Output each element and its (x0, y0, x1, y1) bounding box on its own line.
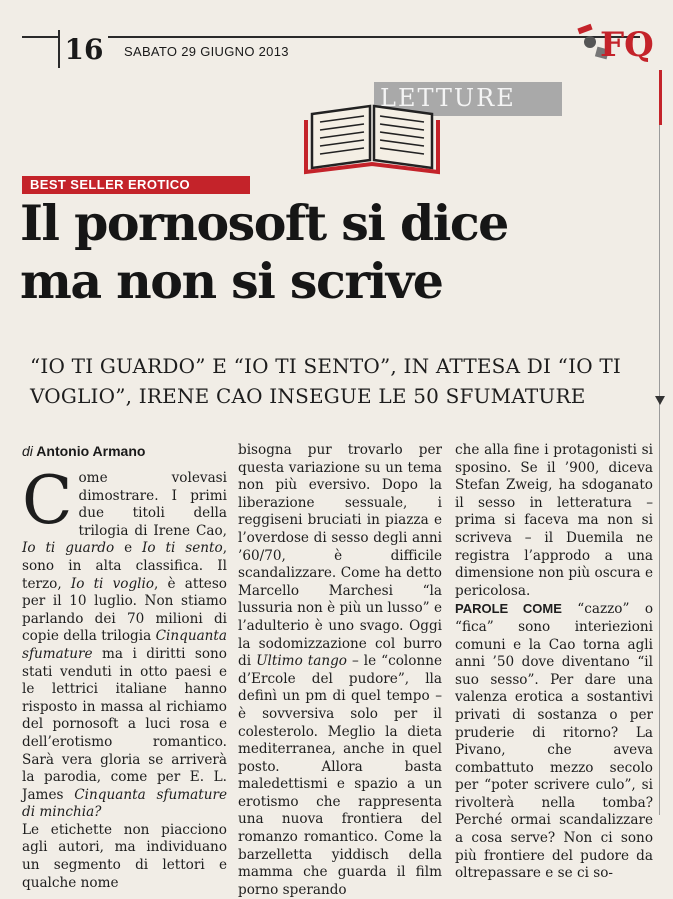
byline-author: Antonio Armano (36, 443, 146, 459)
article-column-2 (238, 442, 442, 899)
paragraph: che alla fine i protagonisti si sposino. Se il ’900, diceva Stefan Zweig, ha sdoganato il sesso in letteratura – prima si faceva ma non si scriveva – il Duemila ne registra l’approdo a una dimensione non più oscura e pericolosa. (455, 442, 654, 599)
subhead-line-1: “IO TI GUARDO” E “IO TI SENTO”, IN ATTESA DI “IO TI (30, 354, 621, 378)
film-title: Ultimo tango (256, 653, 347, 670)
headline (20, 194, 660, 310)
headline-line-2: ma non si scrive (20, 252, 443, 310)
article-column-1 (22, 462, 228, 892)
book-title: Cinquanta sfumature (22, 628, 227, 662)
text-run: , è atteso per il 10 luglio. Non stiamo parlando dei 70 milioni di copie della trilogia (22, 575, 227, 645)
byline-prefix: di (22, 443, 33, 459)
open-book-icon (292, 96, 452, 176)
paragraph (22, 462, 228, 822)
header-rule (22, 36, 640, 38)
text-run: bisogna pur trovarlo per questa variazione su un tema non più eversivo. Dopo la liberazione sessuale, i reggiseni bruciati in piazza e l’overdose di sesso degli anni ’60/70, è difficile scandalizzare. Come ha detto Marcello Marchesi “la lussuria non è più un lusso” e l’adulterio è uno svago. Oggi la sodomizzazione col burro di (238, 442, 442, 670)
paragraph-lead: PAROLE COME (455, 601, 562, 617)
text-run: e (114, 540, 143, 557)
text-run: – le “colonne d’Ercole del pudore”, lla definì un pm di quel tempo – è sovversiva solo per il colesterolo. Meglio la dieta mediterranea, anche in quel posto. Allora basta maledettismi e spazio a un erotismo che rappresenta una nuova frontiera del romanzo romantico. Come la barzelletta yiddisch della mamma che guarda il film porno sperando (238, 653, 442, 898)
article-column-3 (455, 442, 653, 883)
kicker-label: BEST SELLER EROTICO (22, 176, 250, 194)
svg-text:FQ: FQ (600, 25, 654, 65)
text-run: “cazzo” o “fica” sono interiezioni comuni e la Cao torna agli anni ’50 dove diventano “il suo sesso”. Per dare una valenza erotica a sostantivi privati di sostanza o per pruderie di ritorno? La Pivano, che aveva combattuto mezzo secolo per “poter scrivere culo”, si rivolterà nella tomba? Perché ormai scandalizzare a cosa serve? Non ci sono più frontiere del pudore da oltrepassare e se ci so- (455, 601, 654, 882)
book-title: Io ti voglio (70, 575, 155, 592)
text-run: ome volevasi dimostrare. I primi due titoli della trilogia di Irene Cao, (78, 470, 227, 539)
headline-line-1: Il pornosoft si dice (20, 194, 508, 252)
subhead-line-2: VOGLIO”, IRENE CAO INSEGUE LE 50 SFUMATURE (30, 384, 586, 408)
byline (22, 443, 145, 459)
section-title: LETTURE (380, 84, 516, 112)
fq-logo-icon (574, 12, 660, 84)
subheadline (30, 351, 650, 411)
text-run: ma i diritti sono stati venduti in otto paesi e le lettrici italiane hanno risposto in massa al richiamo del pornosoft a luci rosa e dell’erotismo romantico. Sarà vera gloria se arriverà la parodia, come per E. L. James (22, 645, 227, 803)
book-title: Cinquanta sfumature di minchia? (22, 786, 227, 821)
accent-rule (659, 70, 662, 125)
arrow-icon (655, 396, 665, 405)
issue-date: SABATO 29 GIUGNO 2013 (124, 44, 289, 59)
page-number: 16 (58, 30, 108, 68)
drop-cap: C (22, 462, 73, 539)
paragraph (238, 442, 442, 899)
book-title: Io ti sento (142, 540, 223, 557)
text-run: , sono in alta classifica. Il terzo, (22, 540, 228, 592)
paragraph: Le etichette non piacciono agli autori, ma individuano un segmento di lettori e qualche nome (22, 821, 227, 891)
book-title: Io ti guardo (22, 540, 115, 557)
paragraph (455, 600, 653, 883)
